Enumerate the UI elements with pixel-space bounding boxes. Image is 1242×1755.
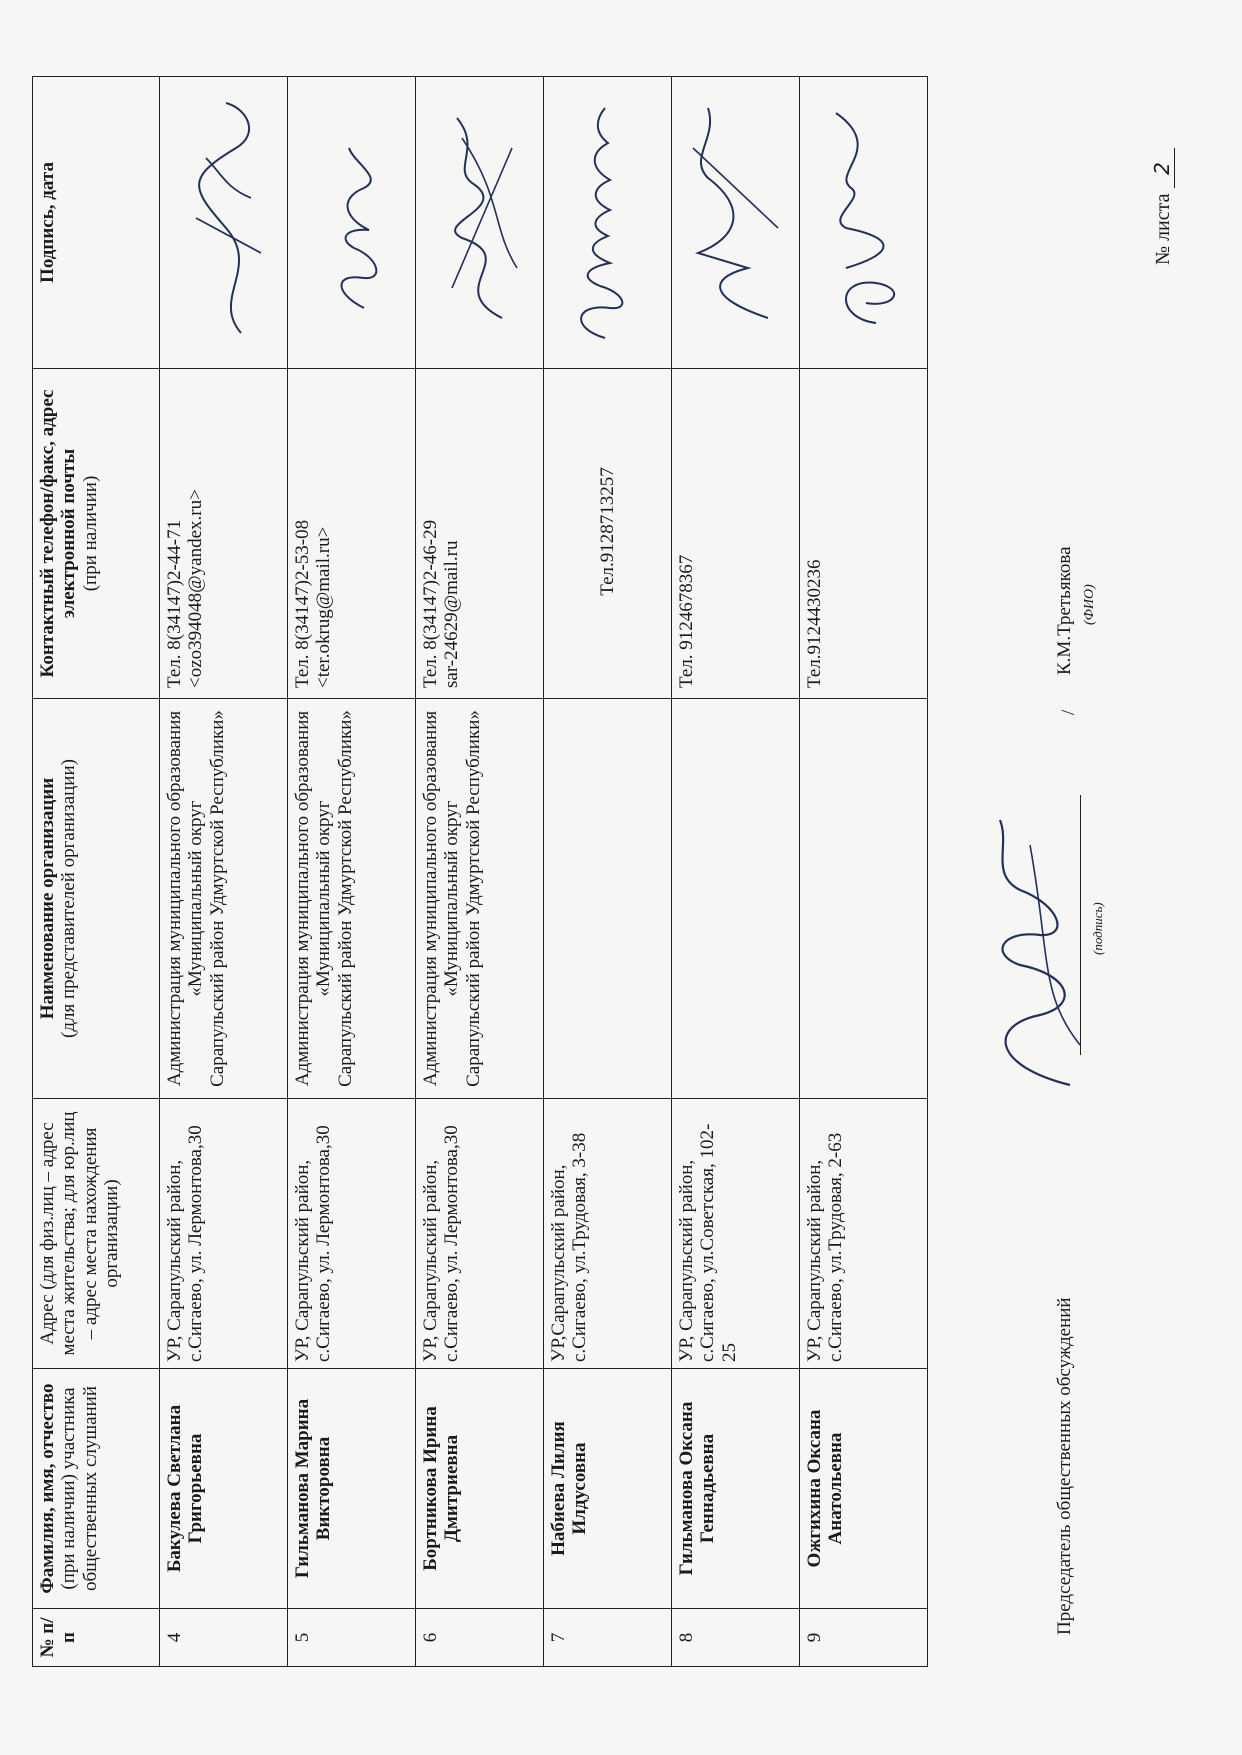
participant-organization [672,699,800,1099]
participant-contact: Тел. 9124678367 [672,369,800,699]
row-num: 5 [288,1609,416,1667]
table-header-row [33,77,160,1667]
signature-caption: (подпись) [1090,902,1105,955]
header-signature: Подпись, дата [33,77,160,369]
participant-address: УР, Сарапульский район, с.Сигаево, ул. Лермонтова,30 [416,1099,544,1369]
handwritten-signature [550,98,665,348]
row-num: 6 [416,1609,544,1667]
table-row [160,77,288,1667]
signature-cell [800,77,928,369]
handwritten-signature [422,98,537,348]
signature-cell [672,77,800,369]
table-row [800,77,928,1667]
row-num: 8 [672,1609,800,1667]
sheet-label: № листа [1152,193,1174,265]
participant-address: УР,Сарапульский район, с.Сигаево, ул.Трудовая, 3-38 [544,1099,672,1369]
chair-signature [980,805,1090,1105]
participant-address: УР, Сарапульский район, с.Сигаево, ул.Трудовая, 2-63 [800,1099,928,1369]
handwritten-signature [294,98,409,348]
participant-organization: Администрация муниципального образования «Муниципальный округ Сарапульский район Удмуртской Республики» [416,699,544,1099]
handwritten-signature [806,98,921,348]
participant-contact: Тел. 8(34147)2-44-71 <ozo394048@yandex.ru> [160,369,288,699]
header-address: Адрес (для физ.лиц – адрес места жительства; для юр.лиц – адрес места нахождения организации) [33,1099,160,1369]
sheet-number: 2 [1150,148,1175,188]
participant-organization [800,699,928,1099]
table-row [544,77,672,1667]
fio-caption: (ФИО) [1082,584,1097,625]
participant-name: Набиева Лилия Илдусовна [544,1369,672,1609]
header-num: № п/п [33,1609,160,1667]
row-num: 9 [800,1609,928,1667]
sheet-number-block [1150,148,1175,265]
participant-name: Гильманова Марина Викторовна [288,1369,416,1609]
signature-cell [416,77,544,369]
chair-fio: К.М.Третьякова [1054,546,1075,675]
header-contact: Контактный телефон/факс, адрес электронной почты (при наличии) [33,369,160,699]
participant-name: Бортникова Ирина Дмитриевна [416,1369,544,1609]
header-name: Фамилия, имя, отчество (при наличии) участника общественных слушаний [33,1369,160,1609]
participant-organization: Администрация муниципального образования «Муниципальный округ Сарапульский район Удмуртской Республики» [160,699,288,1099]
participant-address: УР, Сарапульский район, с.Сигаево, ул. Лермонтова,30 [288,1099,416,1369]
table-row [416,77,544,1667]
chair-label: Председатель общественных обсуждений [1054,1297,1075,1635]
table-row [672,77,800,1667]
participant-contact: Тел. 8(34147)2-53-08 <ter.okrug@mail.ru> [288,369,416,699]
row-num: 7 [544,1609,672,1667]
separator: / [1058,709,1079,715]
signature-cell [544,77,672,369]
participant-contact: Тел.9124430236 [800,369,928,699]
participant-name: Ожгихина Оксана Анатольевна [800,1369,928,1609]
table-row [288,77,416,1667]
participant-contact: Тел. 8(34147)2-46-29 sar-24629@mail.ru [416,369,544,699]
participant-organization: Администрация муниципального образования «Муниципальный округ Сарапульский район Удмуртской Республики» [288,699,416,1099]
signature-line [1080,795,1081,1055]
header-organization: Наименование организации (для представителей организации) [33,699,160,1099]
signature-cell [160,77,288,369]
footer [1010,75,1210,1635]
participant-name: Бакулева Светлана Григорьевна [160,1369,288,1609]
participant-address: УР, Сарапульский район, с.Сигаево, ул.Советская, 102-25 [672,1099,800,1369]
participants-table [32,76,928,1667]
participant-organization [544,699,672,1099]
handwritten-signature [166,98,281,348]
participant-address: УР, Сарапульский район, с.Сигаево, ул. Лермонтова,30 [160,1099,288,1369]
signature-cell [288,77,416,369]
participant-name: Гильманова Оксана Геннадьевна [672,1369,800,1609]
participant-contact: Тел.9128713257 [544,369,672,699]
row-num: 4 [160,1609,288,1667]
handwritten-signature [678,98,793,348]
